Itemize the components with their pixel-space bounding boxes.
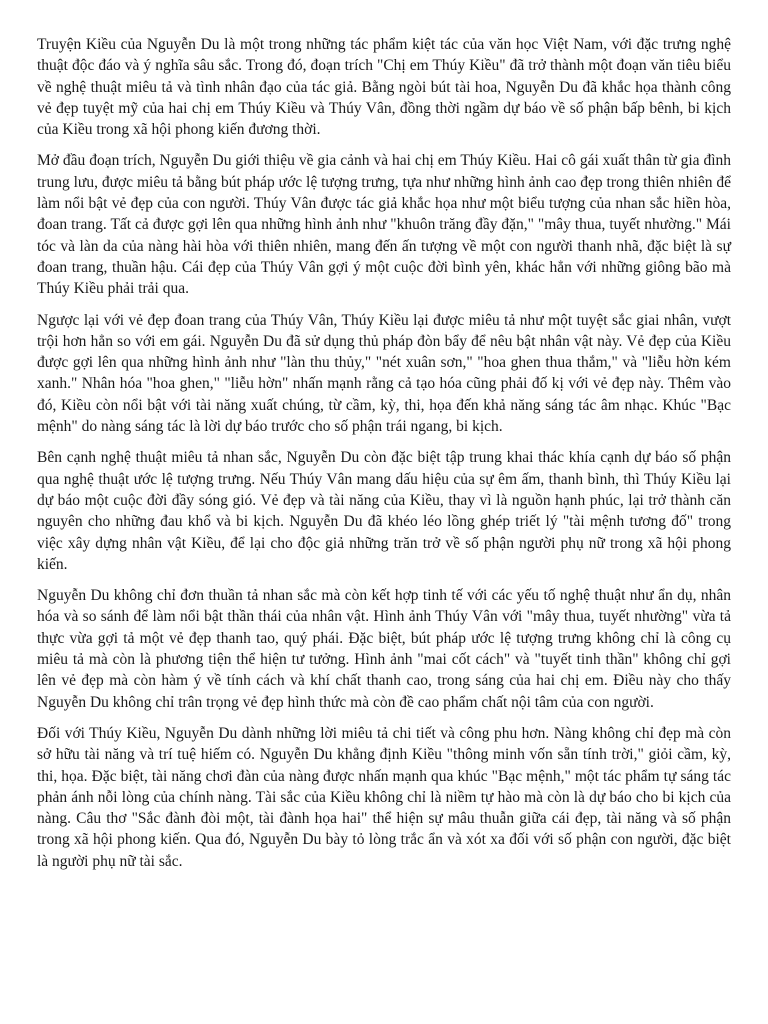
paragraph-2: Mở đầu đoạn trích, Nguyễn Du giới thiệu về gia cảnh và hai chị em Thúy Kiều. Hai cô gái xuất thân từ gia đình trung lưu, được miêu tả bằng bút pháp ước lệ tượng trưng, tựa như những hình ảnh cao đẹp trong thiên nhiên để làm nổi bật vẻ đẹp của con người. Thúy Vân được tác giả khắc họa như một biểu tượng của nhan sắc hiền hòa, đoan trang. Tất cả được gợi lên qua những hình ảnh như "khuôn trăng đầy đặn," "mây thua, tuyết nhường." Mái tóc và làn da của nàng hài hòa với thiên nhiên, mang đến ấn tượng về một con người thanh nhã, đặc biệt là sự đoan trang, thuần hậu. Cái đẹp của Thúy Vân gợi ý một cuộc đời bình yên, khác hẳn với những giông bão mà Thúy Kiều phải trải qua. <box>37 152 731 298</box>
paragraph-4: Bên cạnh nghệ thuật miêu tả nhan sắc, Nguyễn Du còn đặc biệt tập trung khai thác khía cạnh dự báo số phận qua nghệ thuật ước lệ tượng trưng. Nếu Thúy Vân mang dấu hiệu của sự êm ấm, thanh bình, thì Thúy Kiều lại dự báo một cuộc đời đầy sóng gió. Vẻ đẹp và tài năng của Kiều, thay vì là nguồn hạnh phúc, lại trở thành căn nguyên cho những đau khổ và bi kịch. Nguyễn Du đã khéo léo lồng ghép triết lý "tài mệnh tương đố" trong việc xây dựng nhân vật Kiều, để lại cho độc giả những trăn trở về số phận người phụ nữ trong xã hội phong kiến. <box>37 449 731 573</box>
document-body <box>37 34 731 882</box>
paragraph-6: Đối với Thúy Kiều, Nguyễn Du dành những lời miêu tả chi tiết và công phu hơn. Nàng không chỉ đẹp mà còn sở hữu tài năng và trí tuệ hiếm có. Nguyễn Du khẳng định Kiều "thông minh vốn sẵn tính trời," giỏi cầm, kỳ, thi, họa. Đặc biệt, tài năng chơi đàn của nàng được nhấn mạnh qua khúc "Bạc mệnh," một tác phẩm tự sáng tác phản ánh nỗi lòng của chính nàng. Tài sắc của Kiều không chỉ là niềm tự hào mà còn là dự báo cho bi kịch của nàng. Câu thơ "Sắc đành đòi một, tài đành họa hai" thể hiện sự mâu thuẫn giữa cái đẹp, tài năng và số phận trong xã hội phong kiến. Qua đó, Nguyễn Du bày tỏ lòng trắc ẩn và xót xa đối với số phận con người, đặc biệt là người phụ nữ tài sắc. <box>37 724 731 870</box>
paragraph-1: Truyện Kiều của Nguyễn Du là một trong những tác phẩm kiệt tác của văn học Việt Nam, với đặc trưng nghệ thuật độc đáo và ý nghĩa sâu sắc. Trong đó, đoạn trích "Chị em Thúy Kiều" đã trở thành một đoạn văn tiêu biểu về nghệ thuật miêu tả và tình nhân đạo của tác giả. Bằng ngòi bút tài hoa, Nguyễn Du đã khắc họa thành công vẻ đẹp tuyệt mỹ của hai chị em Thúy Kiều và Thúy Vân, đồng thời ngầm dự báo về số phận bấp bênh, bi kịch của Kiều trong xã hội phong kiến đương thời. <box>37 36 731 139</box>
paragraph-5: Nguyễn Du không chỉ đơn thuần tả nhan sắc mà còn kết hợp tinh tế với các yếu tố nghệ thuật như ẩn dụ, nhân hóa và so sánh để làm nổi bật thần thái của nhân vật. Hình ảnh Thúy Vân với "mây thua, tuyết nhường" vừa tả thực vừa gợi tả một vẻ đẹp thanh tao, quý phái. Đặc biệt, bút pháp ước lệ tượng trưng không chỉ là công cụ miêu tả mà còn là phương tiện thể hiện tư tưởng. Hình ảnh "mai cốt cách" và "tuyết tinh thần" không chỉ gợi lên vẻ đẹp mà còn hàm ý về tính cách và khí chất thanh cao, trong sáng của hai chị em. Điều này cho thấy Nguyễn Du không chỉ trân trọng vẻ đẹp hình thức mà còn đề cao phẩm chất nội tâm của con người. <box>37 587 731 711</box>
paragraph-3: Ngược lại với vẻ đẹp đoan trang của Thúy Vân, Thúy Kiều lại được miêu tả như một tuyệt sắc giai nhân, vượt trội hơn hẳn so với em gái. Nguyễn Du đã sử dụng thủ pháp đòn bẩy để nêu bật nhân vật này. Vẻ đẹp của Kiều được gợi lên qua những hình ảnh như "làn thu thủy," "nét xuân sơn," "hoa ghen thua thắm," và "liễu hờn kém xanh." Nhân hóa "hoa ghen," "liễu hờn" nhấn mạnh rằng cả tạo hóa cũng phải đố kị với vẻ đẹp này. Thêm vào đó, Kiều còn nổi bật với tài năng xuất chúng, từ cầm, kỳ, thi, họa đến khả năng sáng tác âm nhạc. Khúc "Bạc mệnh" do nàng sáng tác là lời dự báo trước cho số phận trái ngang, bi kịch. <box>37 311 731 436</box>
